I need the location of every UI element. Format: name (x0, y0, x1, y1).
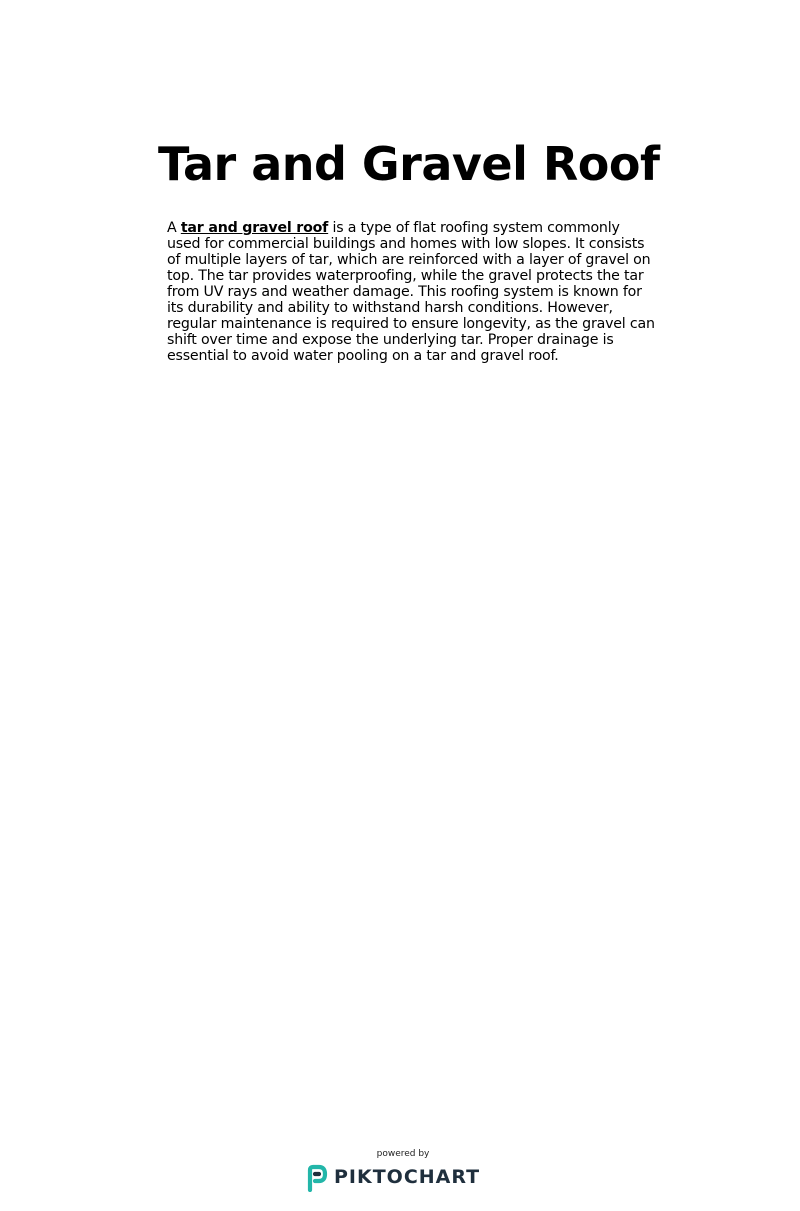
paragraph-rest: is a type of flat roofing system commonly used for commercial buildings and homes with low slopes. It consists of multiple layers of tar, which are reinforced with a layer of gravel on top. The tar provides waterproofing, while the gravel protects the tar from UV rays and weather damage. This roofing system is known for its durability and ability to withstand harsh conditions. However, regular maintenance is required to ensure longevity, as the gravel can shift over time and expose the underlying tar. Proper drainage is essential to avoid water pooling on a tar and gravel roof. (167, 220, 655, 364)
piktochart-logo-icon (306, 1164, 328, 1192)
piktochart-footer (300, 1146, 500, 1196)
page-title: Tar and Gravel Roof (158, 137, 660, 191)
body-paragraph (167, 220, 657, 364)
powered-by-label: powered by (376, 1149, 430, 1159)
paragraph-lead: A (167, 220, 181, 236)
piktochart-wordmark: PIKTOCHART (334, 1166, 481, 1188)
highlighted-term: tar and gravel roof (180, 220, 329, 236)
